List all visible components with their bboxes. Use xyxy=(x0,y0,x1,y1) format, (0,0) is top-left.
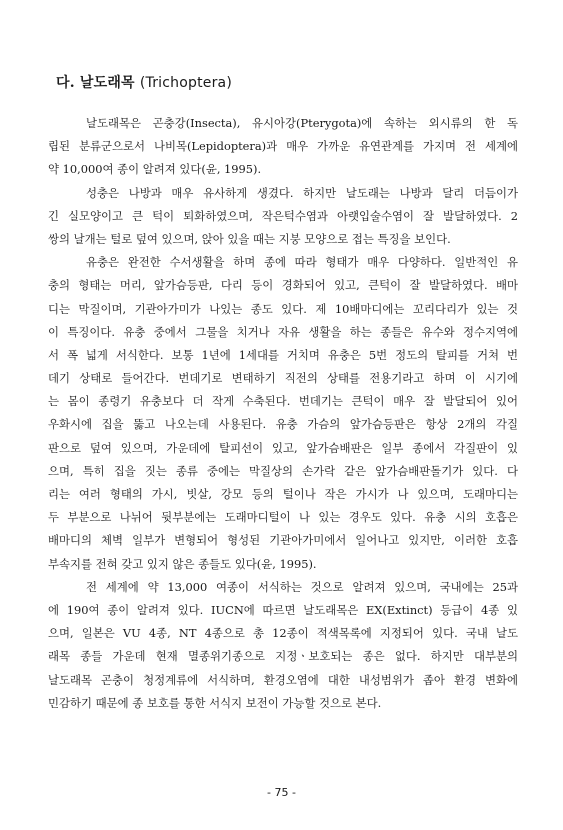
paragraph xyxy=(48,112,518,182)
text-line: 서 폭 넓게 서식한다. 보통 1년에 1세대를 거치며 유충은 5번 정도의 탈피를 거쳐 번 xyxy=(48,347,518,362)
text-line: 성충은 나방과 매우 유사하게 생겼다. 하지만 날도래는 나방과 달리 더듬이가 xyxy=(86,185,518,200)
text-line: 민감하기 때문에 종 보호를 통한 서식지 보전이 가능할 것으로 본다. xyxy=(48,695,382,710)
text-line: 충의 형태는 머리, 앞가슴등판, 다리 등이 경화되어 있고, 큰턱이 잘 발달하였다. 배마 xyxy=(48,278,518,293)
text-line: 에 190여 종이 알려져 있다. IUCN에 따르면 날도래목은 EX(Extinct) 등급이 4종 있 xyxy=(48,602,518,617)
text-line: 는 몸이 종령기 유충보다 더 작게 수축된다. 번데기는 큰턱이 매우 잘 발달되어 있어 xyxy=(48,394,518,409)
text-line: 우화시에 집을 뚫고 나오는데 사용된다. 유충 가슴의 앞가슴등판은 항상 2개의 각질 xyxy=(48,417,518,432)
paragraph xyxy=(48,251,518,576)
text-line: 긴 실모양이고 큰 턱이 퇴화하였으며, 작은턱수염과 아랫입술수염이 잘 발달하였다. 2 xyxy=(48,208,518,223)
paragraph xyxy=(48,576,518,715)
text-line: 이 특징이다. 유충 중에서 그물을 치거나 자유 생활을 하는 종들은 유수와 정수지역에 xyxy=(48,324,518,339)
text-line: 리는 여러 형태의 가시, 빗살, 강모 등의 털이나 작은 가시가 나 있으며, 도래마디는 xyxy=(48,487,518,501)
text-line: 두 부분으로 나뉘어 뒷부분에는 도래마디털이 나 있는 경우도 있다. 유충 시의 호흡은 xyxy=(48,510,518,525)
text-line: 유충은 완전한 수서생활을 하며 종에 따라 형태가 매우 다양하다. 일반적인 유 xyxy=(86,255,518,270)
text-line: 으며, 일본은 VU 4종, NT 4종으로 총 12종이 적색목록에 지정되어 있다. 국내 날도 xyxy=(48,626,518,641)
text-line: 전 세계에 약 13,000 여종이 서식하는 것으로 알려져 있으며, 국내에는 25과 xyxy=(86,579,518,594)
paragraph xyxy=(48,182,518,252)
page-number: - 75 - xyxy=(267,786,296,799)
text-line: 으며, 특히 집을 짓는 종류 중에는 막질상의 손가락 같은 앞가슴배판돌기가 있다. 다 xyxy=(48,463,518,478)
text-line: 날도래목은 곤충강(Insecta), 유시아강(Pterygota)에 속하는 외시류의 한 독 xyxy=(86,116,518,130)
text-line: 래목 종들 가운데 현재 멸종위기종으로 지정ㆍ보호되는 종은 없다. 하지만 대부분의 xyxy=(48,649,518,664)
body-text xyxy=(48,112,518,715)
text-line: 부속지를 전혀 갖고 있지 않은 종들도 있다(윤, 1995). xyxy=(48,556,317,571)
text-line: 배마디의 체벽 일부가 변형되어 형성된 기관아가미에서 일어나고 있지만, 이러한 호흡 xyxy=(48,533,518,548)
text-line: 립된 분류군으로서 나비목(Lepidoptera)과 매우 가까운 유연관계를 가지며 전 세계에 xyxy=(48,139,518,154)
text-line: 판으로 덮여 있으며, 가운데에 탈피선이 있고, 앞가슴배판은 일부 종에서 각질판이 있 xyxy=(48,440,518,455)
text-line: 날도래목 곤충이 청정계류에 서식하며, 환경오염에 대한 내성범위가 좁아 환경 변화에 xyxy=(48,672,518,687)
text-line: 약 10,000여 종이 알려져 있다(윤, 1995). xyxy=(48,162,262,177)
text-line: 데기 상태로 들어간다. 번데기로 변태하기 직전의 상태를 전용기라고 하며 이 시기에 xyxy=(48,371,518,386)
text-line: 쌍의 날개는 털로 덮여 있으며, 앉아 있을 때는 지붕 모양으로 접는 특징을 보인다. xyxy=(48,231,451,246)
heading-latin: (Trichoptera) xyxy=(139,75,232,91)
heading-korean: 다. 날도래목 xyxy=(56,75,135,91)
text-line: 디는 막질이며, 기관아가미가 나있는 종도 있다. 제 10배마디에는 꼬리다리가 있는 것 xyxy=(48,301,518,316)
section-heading xyxy=(56,72,232,92)
